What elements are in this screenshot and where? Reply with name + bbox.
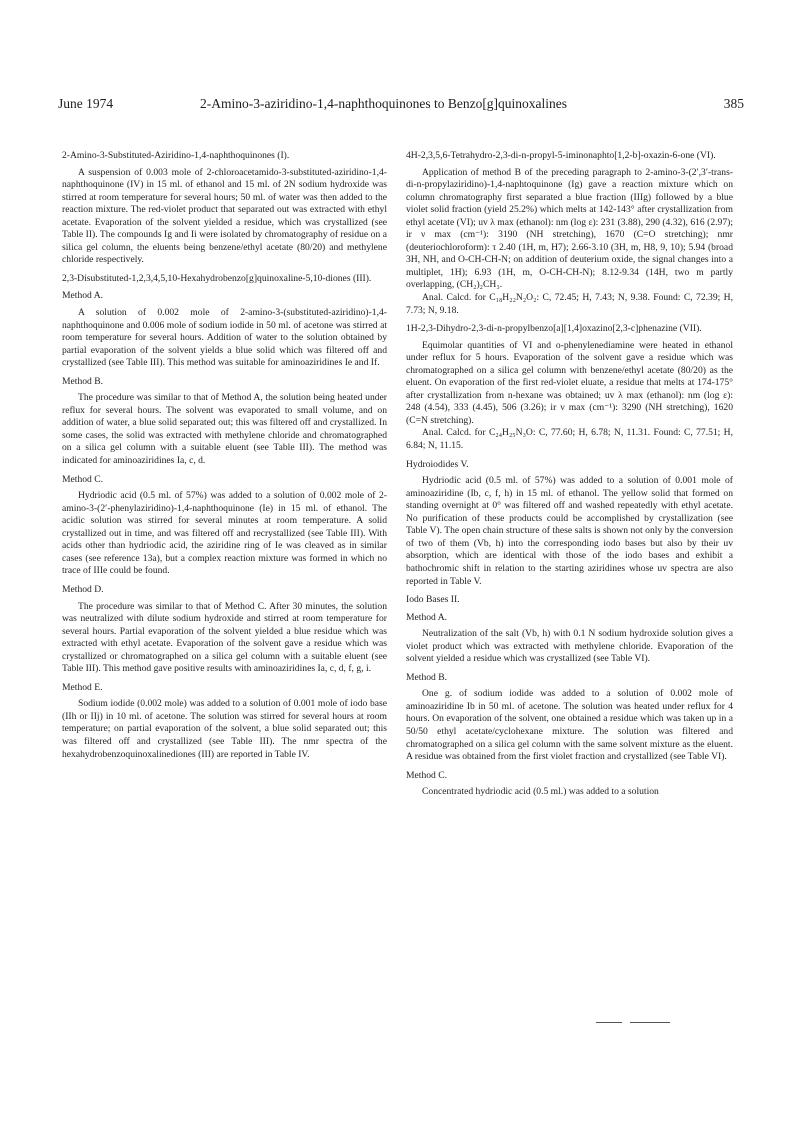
body-paragraph: A suspension of 0.003 mole of 2-chloroacetamido-3-substituted-aziridino-1,4-naphthoquinone (IV) in 15 ml. of ethanol and 15 ml. of 2N sodium hydroxide was stirred at room temperature for several hours; 50 ml. of water was then added to the reaction mixture. The red-violet product that separated out was extracted with ethyl acetate. Evaporation of the solvent yielded a residue, which was crystallized (see Table II). The compounds Ig and Ii were isolated by chromatography of residue on a silica gel column, the eluents being benzene/ethyl acetate (80/20) and methylene chloride respectively. <box>62 166 387 266</box>
method-heading: Method E. <box>62 681 103 693</box>
method-heading: Method B. <box>62 375 104 387</box>
method-heading: Method D. <box>62 583 104 595</box>
header-date: June 1974 <box>58 96 114 111</box>
section-heading: Hydroiodides V. <box>406 458 469 470</box>
method-heading: Method C. <box>62 473 104 485</box>
section-heading: 1H-2,3-Dihydro-2,3-di-n-propylbenzo[a][1,4]oxazino[2,3-c]phenazine (VII). <box>406 323 702 335</box>
method-heading: Method A. <box>406 611 448 623</box>
section-heading: 2,3-Disubstituted-1,2,3,4,5,10-Hexahydrobenzo[g]quinoxaline-5,10-diones (III). <box>62 272 372 284</box>
body-paragraph: Hydriodic acid (0.5 ml. of 57%) was added to a solution of 0.001 mole of aminoaziridine (Ib, c, f, h) in 15 ml. of ethanol. The yellow solid that formed on standing overnight at 0° was filtered off and washed repeatedly with ethyl acetate. No purification of these products could be accomplished by crystallization (see Table V). The open chain structure of these salts is shown not only by the conversion of two of them (Vb, h) into the corresponding iodo bases but also by their uv absorption, which are identical with those of the iodo bases and exhibit a bathochromic shift in relation to the starting aziridines whose uv spectra are also reported in Table V. <box>406 475 733 587</box>
footer-rule-long <box>630 1022 670 1023</box>
right-column <box>406 150 733 799</box>
body-paragraph: Neutralization of the salt (Vb, h) with 0.1 N sodium hydroxide solution gives a violet product which was extracted with methylene chloride. Evaporation of the solvent yielded a residue which was crystallized (see Table VI). <box>406 628 733 665</box>
method-heading: Method B. <box>406 671 448 683</box>
body-paragraph: The procedure was similar to that of Method C. After 30 minutes, the solution was neutralized with dilute sodium hydroxide and stirred at room temperature for several hours. Partial evaporation of the solvent yielded a blue residue which was extracted with ethyl acetate. Evaporation of the solvent gave a residue which was crystallized or chromatographed on a silica gel column with a suitable eluent (see Table III). This method gave positive results with aminoaziridines Ia, c, d, f, g, i. <box>62 600 387 675</box>
body-paragraph: One g. of sodium iodide was added to a solution of 0.002 mole of aminoaziridine Ib in 50 ml. of acetone. The solution was heated under reflux for 4 hours. On evaporation of the solvent, one obtained a residue which was taken up in a 50/50 ethyl acetate/cyclohexane mixture. The solution was filtered and chromatographed on a silica gel column with the same solvent mixture as the eluent. A residue was obtained from the first violet fraction and crystallized (see Table VI). <box>406 688 733 763</box>
page-number: 385 <box>723 96 744 111</box>
body-paragraph: Hydriodic acid (0.5 ml. of 57%) was added to a solution of 0.002 mole of 2-amino-3-(2′-phenylaziridino)-1,4-naphthoquinone (Ie) in 15 ml. of ethanol. The acidic solution was stirred for several minutes at room temperature. A solid crystallized out in time, and was filtered off and recrystallized (see Table III). With acids other than hydriodic acid, the aziridine ring of Ie was cleaved as in similar cases (see reference 13a), but a complex reaction mixture was formed in which no trace of IIIe could be found. <box>62 490 387 577</box>
footer-rule-short <box>596 1022 622 1023</box>
analysis-paragraph: Anal. Calcd. for C₂₄H₂₅N₃O: C, 77.60; H, 6.78; N, 11.31. Found: C, 77.51; H, 6.84; N, 11.15. <box>406 427 733 452</box>
analysis-paragraph: Anal. Calcd. for C₁₈H₂₂N₂O₂: C, 72.45; H, 7.43; N, 9.38. Found: C, 72.39; H, 7.73; N, 9.18. <box>406 292 733 316</box>
body-paragraph: The procedure was similar to that of Method A, the solution being heated under reflux for several hours. The solvent was evaporated to small volume, and on addition of water, a blue solid separated out; this was filtered off and crystallized. In some cases, the solid was extracted with methylene chloride and chromatographed on a silica gel column with a suitable eluent (see Table III). The method was indicated for aminoaziridines Ia, c, d. <box>62 392 387 467</box>
left-column <box>62 150 387 761</box>
body-paragraph: Concentrated hydriodic acid (0.5 ml.) was added to a solution <box>422 786 659 798</box>
section-heading: 2-Amino-3-Substituted-Aziridino-1,4-naphthoquinones (I). <box>62 150 290 161</box>
body-paragraph: Equimolar quantities of VI and o-phenylenediamine were heated in ethanol under reflux for 5 hours. Evaporation of the solvent gave a residue which was chromatographed on a silica gel column with benzene/ethyl acetate (80/20) as the eluent. On evaporation of the first red-violet eluate, a residue that melts at 174-175° after crystallization from n-hexane was obtained; uv λ max (ethanol): nm (log ε): 248 (4.54), 333 (4.45), 506 (3.26); ir ν max (cm⁻¹): 3290 (NH stretching), 1620 (C=N stretching). <box>406 339 733 426</box>
header-title: 2-Amino-3-aziridino-1,4-naphthoquinones to Benzo[g]quinoxalines <box>200 96 568 111</box>
section-heading: Iodo Bases II. <box>406 594 460 606</box>
body-paragraph: Sodium iodide (0.002 mole) was added to a solution of 0.001 mole of iodo base (IIh or IIj) in 10 ml. of acetone. The solution was stirred for several hours at room temperature; on partial evaporation of the solvent, a blue solid separated out; this was filtered off and crystallized (see Table III). The nmr spectra of the hexahydrobenzoquinoxalinediones (III) are reported in Table IV. <box>62 698 387 760</box>
body-paragraph: Application of method B of the preceding paragraph to 2-amino-3-(2′,3′-trans-di-n-propylaziridino)-1,4-naphtoquinone (Ig) gave a reaction mixture which on column chromatography first separated a blue fraction (IIIg) followed by a blue violet solid fraction (yield 25.2%) which melts at 142-143° after crystallization from ethyl acetate (VI); uv λ max (ethanol): nm (log ε): 231 (3.88), 290 (4.32), 616 (2.97); ir ν max (cm⁻¹): 3190 (NH stretching), 1670 (C=O stretching); nmr (deuteriochloroform): τ 2.40 (1H, m, H7); 2.66-3.10 (3H, m, H8, 9, 10); 5.94 (broad 3H, NH, and O-CH-CH-N; on addition of deuterium oxide, the signal changes into a multiplet, 1H); 6.93 (1H, m, O-CH-CH-N); 8.12-9.34 (14H, two m partly overlapping, (CH₂)₂CH₃. <box>406 166 733 291</box>
method-heading: Method C. <box>406 769 448 781</box>
body-paragraph: A solution of 0.002 mole of 2-amino-3-(substituted-aziridino)-1,4-naphthoquinone and 0.006 mole of sodium iodide in 50 ml. of acetone was stirred at room temperature for several hours. Addition of water to the solution obtained by partial evaporation of the solvent yields a blue solid which was filtered off and crystallized (see Table III). This method was suitable for aminoaziridines Ie and If. <box>62 307 387 369</box>
section-heading: 4H-2,3,5,6-Tetrahydro-2,3-di-n-propyl-5-iminonaphto[1,2-b]-oxazin-6-one (VI). <box>406 150 716 161</box>
method-heading: Method A. <box>62 290 104 302</box>
running-header <box>40 96 760 116</box>
